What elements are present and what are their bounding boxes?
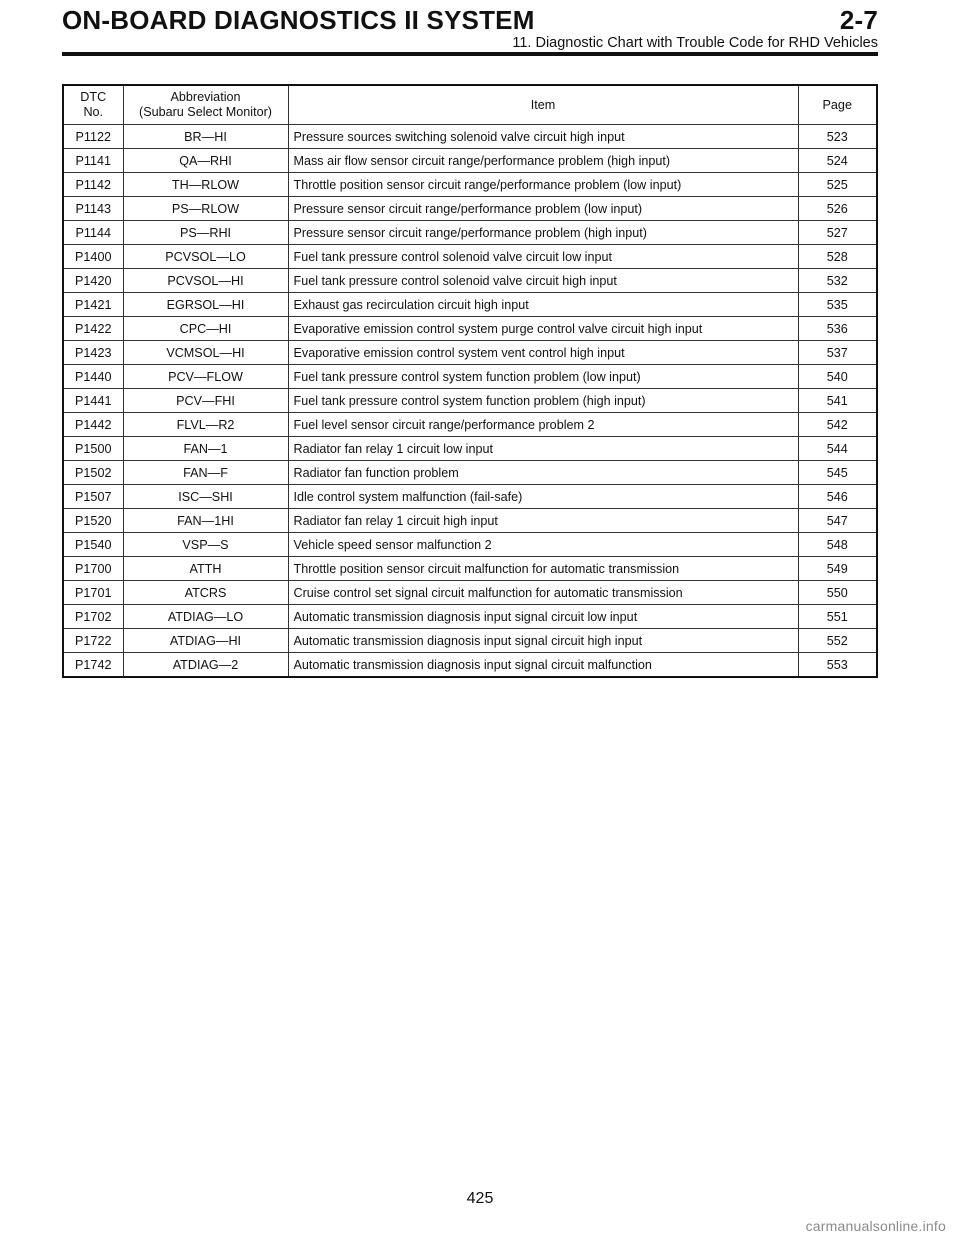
abbreviation-cell: QA—RHI [123, 149, 288, 173]
item-cell: Idle control system malfunction (fail-safe) [288, 485, 798, 509]
dtc-table [62, 84, 878, 678]
page-cell: 526 [798, 197, 877, 221]
table-row [63, 341, 877, 365]
item-cell: Vehicle speed sensor malfunction 2 [288, 533, 798, 557]
item-cell: Pressure sensor circuit range/performance problem (low input) [288, 197, 798, 221]
column-header-dtc-line1: DTC [80, 90, 107, 104]
item-cell: Pressure sources switching solenoid valve circuit high input [288, 125, 798, 149]
dtc-cell: P1400 [63, 245, 123, 269]
table-row [63, 149, 877, 173]
table-row [63, 245, 877, 269]
page-cell: 550 [798, 581, 877, 605]
abbreviation-cell: ATDIAG—LO [123, 605, 288, 629]
item-cell: Fuel tank pressure control solenoid valve circuit high input [288, 269, 798, 293]
table-body [63, 125, 877, 678]
dtc-cell: P1122 [63, 125, 123, 149]
table-row [63, 317, 877, 341]
item-cell: Mass air flow sensor circuit range/performance problem (high input) [288, 149, 798, 173]
table-row [63, 485, 877, 509]
item-cell: Radiator fan function problem [288, 461, 798, 485]
dtc-cell: P1440 [63, 365, 123, 389]
abbreviation-cell: PCVSOL—LO [123, 245, 288, 269]
dtc-cell: P1423 [63, 341, 123, 365]
table-row [63, 437, 877, 461]
table-row [63, 629, 877, 653]
dtc-cell: P1502 [63, 461, 123, 485]
page-cell: 532 [798, 269, 877, 293]
item-cell: Throttle position sensor circuit range/performance problem (low input) [288, 173, 798, 197]
table-row [63, 365, 877, 389]
page-cell: 548 [798, 533, 877, 557]
dtc-cell: P1442 [63, 413, 123, 437]
abbreviation-cell: BR—HI [123, 125, 288, 149]
item-cell: Pressure sensor circuit range/performance problem (high input) [288, 221, 798, 245]
table-header-row [63, 85, 877, 125]
item-cell: Exhaust gas recirculation circuit high input [288, 293, 798, 317]
abbreviation-cell: PCV—FLOW [123, 365, 288, 389]
item-cell: Throttle position sensor circuit malfunction for automatic transmission [288, 557, 798, 581]
header-title-row [62, 6, 878, 34]
dtc-cell: P1142 [63, 173, 123, 197]
table-row [63, 197, 877, 221]
dtc-cell: P1421 [63, 293, 123, 317]
page-cell: 524 [798, 149, 877, 173]
page-number: 425 [466, 1190, 494, 1207]
dtc-cell: P1144 [63, 221, 123, 245]
page-cell: 537 [798, 341, 877, 365]
item-cell: Cruise control set signal circuit malfunction for automatic transmission [288, 581, 798, 605]
column-header-abbreviation [123, 85, 288, 125]
abbreviation-cell: PS—RLOW [123, 197, 288, 221]
watermark: carmanualsonline.info [805, 1218, 946, 1234]
page-cell: 553 [798, 653, 877, 678]
page-cell: 545 [798, 461, 877, 485]
item-cell: Automatic transmission diagnosis input signal circuit low input [288, 605, 798, 629]
abbreviation-cell: FAN—1HI [123, 509, 288, 533]
page-cell: 544 [798, 437, 877, 461]
abbreviation-cell: CPC—HI [123, 317, 288, 341]
abbreviation-cell: FLVL—R2 [123, 413, 288, 437]
abbreviation-cell: FAN—1 [123, 437, 288, 461]
table-row [63, 605, 877, 629]
page-cell: 547 [798, 509, 877, 533]
dtc-cell: P1742 [63, 653, 123, 678]
item-cell: Automatic transmission diagnosis input signal circuit high input [288, 629, 798, 653]
page-cell: 528 [798, 245, 877, 269]
item-cell: Fuel level sensor circuit range/performance problem 2 [288, 413, 798, 437]
abbreviation-cell: FAN—F [123, 461, 288, 485]
dtc-cell: P1520 [63, 509, 123, 533]
page-cell: 540 [798, 365, 877, 389]
abbreviation-cell: ATTH [123, 557, 288, 581]
item-cell: Fuel tank pressure control solenoid valve circuit low input [288, 245, 798, 269]
column-header-abbreviation-line1: Abbreviation [170, 90, 241, 104]
item-cell: Fuel tank pressure control system function problem (low input) [288, 365, 798, 389]
item-cell: Evaporative emission control system purge control valve circuit high input [288, 317, 798, 341]
page-cell: 552 [798, 629, 877, 653]
page-header [62, 6, 878, 52]
table-row [63, 293, 877, 317]
dtc-cell: P1722 [63, 629, 123, 653]
page-cell: 523 [798, 125, 877, 149]
table-row [63, 533, 877, 557]
dtc-cell: P1540 [63, 533, 123, 557]
page-cell: 551 [798, 605, 877, 629]
table-row [63, 269, 877, 293]
abbreviation-cell: ATCRS [123, 581, 288, 605]
table-row [63, 173, 877, 197]
abbreviation-cell: PCVSOL—HI [123, 269, 288, 293]
page-title: ON-BOARD DIAGNOSTICS II SYSTEM [62, 5, 535, 35]
abbreviation-cell: ATDIAG—HI [123, 629, 288, 653]
column-header-dtc-line2: No. [83, 105, 104, 119]
dtc-cell: P1701 [63, 581, 123, 605]
abbreviation-cell: PCV—FHI [123, 389, 288, 413]
dtc-cell: P1507 [63, 485, 123, 509]
dtc-cell: P1143 [63, 197, 123, 221]
dtc-cell: P1422 [63, 317, 123, 341]
item-cell: Evaporative emission control system vent control high input [288, 341, 798, 365]
abbreviation-cell: PS—RHI [123, 221, 288, 245]
page-cell: 527 [798, 221, 877, 245]
page-cell: 549 [798, 557, 877, 581]
dtc-cell: P1441 [63, 389, 123, 413]
table-row [63, 125, 877, 149]
abbreviation-cell: VSP—S [123, 533, 288, 557]
table-row [63, 221, 877, 245]
table-row [63, 389, 877, 413]
dtc-cell: P1420 [63, 269, 123, 293]
page-subtitle: 11. Diagnostic Chart with Trouble Code for RHD Vehicles [512, 35, 878, 51]
item-cell: Radiator fan relay 1 circuit low input [288, 437, 798, 461]
column-header-abbreviation-line2: (Subaru Select Monitor) [139, 105, 272, 119]
table-row [63, 581, 877, 605]
header-rule [62, 52, 878, 56]
column-header-dtc [63, 85, 123, 125]
column-header-page: Page [798, 85, 877, 125]
abbreviation-cell: ISC—SHI [123, 485, 288, 509]
dtc-cell: P1702 [63, 605, 123, 629]
page-cell: 536 [798, 317, 877, 341]
table-row [63, 461, 877, 485]
page-cell: 541 [798, 389, 877, 413]
abbreviation-cell: VCMSOL—HI [123, 341, 288, 365]
abbreviation-cell: EGRSOL—HI [123, 293, 288, 317]
dtc-cell: P1141 [63, 149, 123, 173]
section-number: 2-7 [839, 5, 878, 35]
page-cell: 525 [798, 173, 877, 197]
table-row [63, 413, 877, 437]
column-header-item: Item [288, 85, 798, 125]
item-cell: Fuel tank pressure control system function problem (high input) [288, 389, 798, 413]
abbreviation-cell: TH—RLOW [123, 173, 288, 197]
table-row [63, 653, 877, 678]
item-cell: Radiator fan relay 1 circuit high input [288, 509, 798, 533]
page-cell: 546 [798, 485, 877, 509]
dtc-cell: P1500 [63, 437, 123, 461]
table-row [63, 557, 877, 581]
dtc-cell: P1700 [63, 557, 123, 581]
item-cell: Automatic transmission diagnosis input signal circuit malfunction [288, 653, 798, 678]
abbreviation-cell: ATDIAG—2 [123, 653, 288, 678]
table-row [63, 509, 877, 533]
page-cell: 542 [798, 413, 877, 437]
page-cell: 535 [798, 293, 877, 317]
